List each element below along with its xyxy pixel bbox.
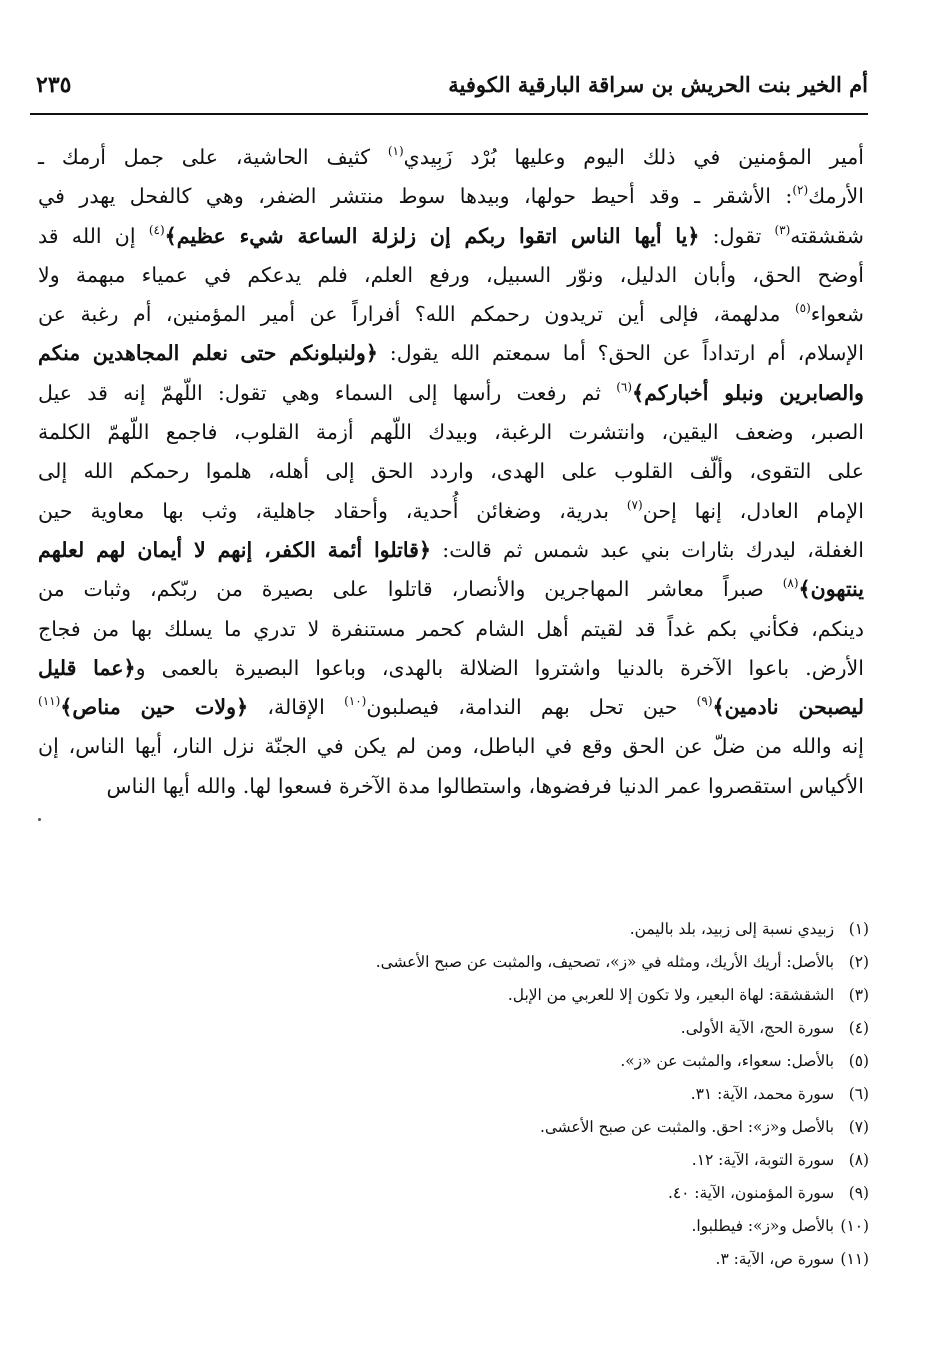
footnote-ref: (٨)	[782, 576, 799, 591]
page-header	[30, 72, 868, 110]
footnote-ref: (٤)	[148, 222, 165, 237]
footnote-number: (٩)	[848, 1184, 869, 1202]
text-line	[38, 413, 864, 452]
text-line	[38, 492, 864, 531]
text-segment: مدلهمة، فإلى أين تريدون رحمكم الله؟ أفراراً عن أمير المؤمنين، أم رغبة عن	[38, 302, 795, 327]
footnote-number: (٧)	[848, 1118, 869, 1136]
footnote	[169, 1045, 869, 1078]
header-rule	[30, 113, 868, 115]
footnote-text: بالأصل و«ز»: فيطلبوا.	[691, 1217, 839, 1235]
footnote-ref: (١١)	[38, 694, 61, 709]
footnote-text: سورة محمد، الآية: ٣١.	[690, 1085, 839, 1103]
text-line	[38, 374, 864, 413]
text-segment: الإقالة،	[248, 695, 345, 720]
text-line	[38, 767, 864, 806]
text-segment: : الأشقر ـ وقد أحيط حولها، وبيدها سوط منتشر الضفر، وهي كالفحل يهدر في	[38, 184, 793, 209]
footnote-text: زبيدي نسبة إلى زبيد، بلد باليمن.	[629, 920, 839, 938]
text-segment: إن الله قد	[38, 223, 149, 248]
text-segment: الأرض. باعوا الآخرة بالدنيا واشتروا الضلالة بالهدى، وباعوا البصيرة بالعمى و	[135, 655, 865, 680]
text-segment: أوضح الحق، وأبان الدليل، ونوّر السبيل، ورفع العلم، فلم يدعكم في عمياء مبهمة ولا	[38, 262, 864, 287]
text-line	[38, 610, 864, 649]
footnote-text: بالأصل: أريك الأريك، ومثله في «ز»، تصحيف، والمثبت عن صبح الأعشى.	[375, 953, 839, 971]
footnote-ref: (٦)	[616, 379, 633, 394]
text-segment: تقول:	[699, 223, 775, 248]
footnote-text: سورة المؤمنون، الآية: ٤٠.	[667, 1184, 839, 1202]
text-segment: شعواء	[810, 302, 864, 327]
quran-quote: ينتهون﴾	[798, 577, 864, 602]
text-line	[38, 531, 864, 570]
footnote-ref: (٥)	[794, 301, 811, 316]
footnote-ref: (١٠)	[344, 694, 367, 709]
footnote-text: سورة التوبة، الآية: ١٢.	[691, 1151, 839, 1169]
footnote-number: (٦)	[848, 1085, 869, 1103]
text-segment: الصبر، وضعف اليقين، وانتشرت الرغبة، وبيدك اللّهم أزمة القلوب، فاجمع اللّهمّ الكلمة	[38, 420, 864, 445]
text-segment: الإسلام، أم ارتداداً عن الحق؟ أما سمعتم الله يقول:	[377, 341, 864, 366]
text-segment: شقشقته	[790, 223, 865, 248]
text-segment: الغفلة، ليدرك بثارات بني عبد شمس ثم قالت:	[431, 537, 864, 562]
footnotes	[169, 913, 869, 1276]
footnote-text: الشقشقة: لهاة البعير، ولا تكون إلا للعربي من الإبل.	[507, 986, 839, 1004]
footnote	[169, 1111, 869, 1144]
text-line	[38, 295, 864, 334]
footnote-text: سورة ص، الآية: ٣.	[715, 1250, 839, 1268]
quran-quote: ليصبحن نادمين﴾	[712, 695, 865, 720]
quran-quote: والصابرين ونبلو أخباركم﴾	[632, 380, 864, 405]
margin-dot	[38, 818, 41, 821]
text-segment: الأكياس استقصروا عمر الدنيا فرفضوها، واستطالوا مدة الآخرة فسعوا لها. والله أيها الناس	[106, 773, 864, 798]
text-segment: أمير المؤمنين في ذلك اليوم وعليها بُرْد زَبِيدي	[403, 145, 865, 169]
quran-quote: ﴿قاتلوا أئمة الكفر، إنهم لا أيمان لهم لعلهم	[38, 537, 432, 562]
running-title: أم الخير بنت الحريش بن سراقة البارقية الكوفية	[448, 72, 868, 97]
footnote-number: (١١)	[840, 1250, 869, 1268]
text-segment: على التقوى، وألّف القلوب على الهدى، واردد الحق إلى أهله، هلموا رحمكم الله إلى	[38, 459, 864, 484]
text-segment: ثم رفعت رأسها إلى السماء وهي تقول: اللّهمّ إنه قد عيل	[38, 380, 617, 405]
footnote	[169, 1177, 869, 1210]
footnote-ref: (٢)	[792, 183, 809, 198]
quran-quote: ﴿يا أيها الناس اتقوا ربكم إن زلزلة الساعة شيء عظيم﴾	[164, 223, 700, 248]
footnote-number: (٨)	[848, 1151, 869, 1169]
text-segment: كثيف الحاشية، على جمل أرمك ـ	[38, 145, 388, 169]
quran-quote: ﴿ولنبلونكم حتى نعلم المجاهدين منكم	[38, 341, 378, 366]
footnote	[169, 1078, 869, 1111]
text-line	[38, 727, 864, 766]
text-segment: بدرية، وضغائن أُحدية، وأحقاد جاهلية، وثب بها معاوية حين	[38, 498, 627, 523]
text-segment: إنه والله من ضلّ عن الحق وقع في الباطل، ومن لم يكن في الجنّة نزل النار، أيها الناس، إن	[38, 734, 864, 759]
footnote-number: (١٠)	[840, 1217, 869, 1235]
footnote	[169, 1243, 869, 1276]
footnote-ref: (٣)	[774, 222, 791, 237]
text-line	[38, 177, 864, 216]
footnote-text: سورة الحج، الآية الأولى.	[680, 1019, 839, 1037]
footnote-text: بالأصل: سعواء، والمثبت عن «ز».	[620, 1052, 839, 1070]
text-line	[38, 334, 864, 373]
footnote-number: (٥)	[848, 1052, 869, 1070]
text-segment: صبراً معاشر المهاجرين والأنصار، قاتلوا على بصيرة من ربّكم، وثبات من	[38, 577, 783, 602]
page-number: ٢٣٥	[36, 72, 72, 98]
footnote	[169, 1012, 869, 1045]
text-segment: دينكم، فكأني بكم غداً قد لقيتم أهل الشام كحمر مستنفرة لا تدري ما يسلك بها من فجاج	[38, 616, 864, 641]
text-line	[38, 256, 864, 295]
footnote	[169, 946, 869, 979]
footnote-number: (٣)	[848, 986, 869, 1004]
text-line	[38, 138, 864, 177]
quran-quote: ﴿ولات حين مناص﴾	[60, 695, 249, 720]
footnote	[169, 913, 869, 946]
footnote	[169, 1144, 869, 1177]
text-segment: الإمام العادل، إنها إحن	[642, 498, 865, 523]
text-segment: حين تحل بهم الندامة، فيصلبون	[366, 695, 697, 720]
footnote-number: (١)	[848, 920, 869, 938]
quran-quote: ﴿عما قليل	[38, 655, 136, 680]
footnote-number: (٤)	[848, 1019, 869, 1037]
footnote-ref: (٧)	[626, 497, 643, 512]
footnote-ref: (١)	[387, 144, 404, 158]
text-line	[38, 688, 864, 727]
main-text	[38, 138, 864, 806]
footnote-text: بالأصل و«ز»: احق. والمثبت عن صبح الأعشى.	[539, 1118, 839, 1136]
text-line	[38, 570, 864, 609]
footnote	[169, 979, 869, 1012]
footnote	[169, 1210, 869, 1243]
text-line	[38, 649, 864, 688]
text-line	[38, 452, 864, 491]
footnote-ref: (٩)	[696, 694, 713, 709]
footnote-number: (٢)	[848, 953, 869, 971]
text-segment: الأرمك	[808, 184, 864, 209]
text-line	[38, 217, 864, 256]
